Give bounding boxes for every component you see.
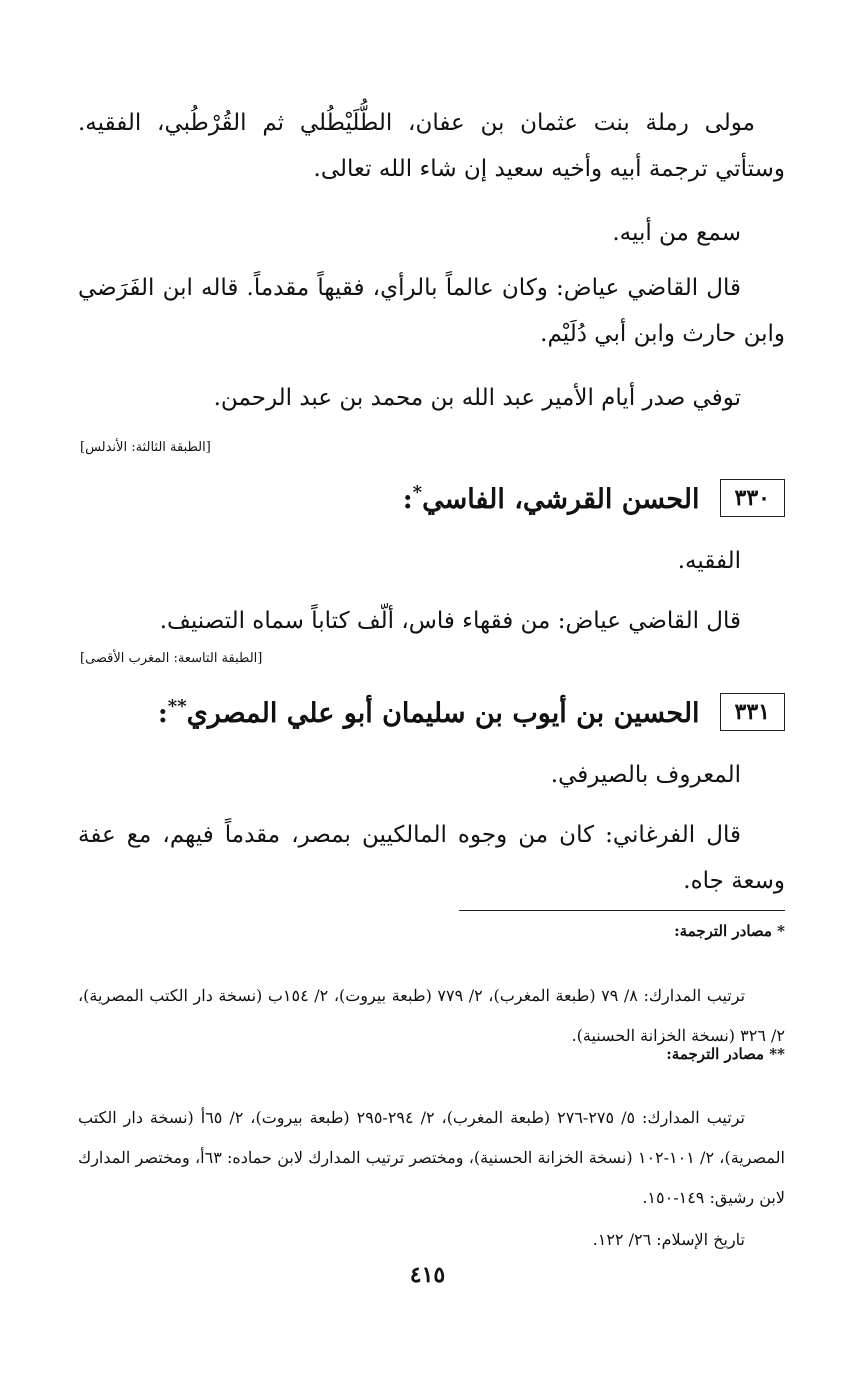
- entry-title: [403, 482, 700, 515]
- entry-number: ٣٣١: [720, 693, 785, 731]
- paragraph-sayrafi: المعروف بالصيرفي.: [550, 762, 741, 788]
- footnote-text: ترتيب المدارك: ٥/ ٢٧٥-٢٧٦ (طبعة المغرب)، ٢/ ٢٩٤-٢٩٥ (طبعة بيروت)، ٢/ ٦٥أ (نسخة دار الكتب المصرية)، ٢/ ١٠١-١٠٢ (نسخة الخزانة الحسنية)، ومختصر ترتيب المدارك لابن حماده: ٦٣أ، ومختصر المدارك لابن رشيق: ١٤٩-١٥٠.: [78, 1108, 786, 1207]
- paragraph-fes: قال القاضي عياض: من فقهاء فاس، ألّف كتاباً سماه التصنيف.: [159, 608, 741, 634]
- footnote-marker: *: [412, 481, 423, 503]
- entry-heading: [78, 474, 785, 522]
- entry-colon: :: [402, 483, 413, 515]
- category-label: [الطبقة التاسعة: المغرب الأقصى]: [80, 651, 263, 666]
- entry-title: [158, 696, 700, 729]
- entry-title-text: الحسن القرشي، الفاسي: [422, 483, 700, 515]
- footnote-text: تاريخ الإسلام: ٢٦/ ١٢٢.: [592, 1230, 745, 1249]
- entry-number: ٣٣٠: [720, 479, 785, 517]
- footnote-marker: **: [167, 695, 187, 717]
- paragraph-qadi-iyad: قال القاضي عياض: وكان عالماً بالرأي، فقيهاً مقدماً. قاله ابن الفَرَضي وابن حارث وابن أبي دُلَيْم.: [78, 275, 785, 347]
- footnote-text: ترتيب المدارك: ٨/ ٧٩ (طبعة المغرب)، ٢/ ٧٧٩ (طبعة بيروت)، ٢/ ١٥٤ب (نسخة دار الكتب المصرية)، ٢/ ٣٢٦ (نسخة الخزانة الحسنية).: [78, 986, 785, 1045]
- footnote-divider: [459, 910, 785, 911]
- paragraph-death: توفي صدر أيام الأمير عبد الله بن محمد بن عبد الرحمن.: [213, 385, 741, 411]
- footnote-heading: * مصادر الترجمة:: [674, 922, 785, 940]
- page-number: ٤١٥: [409, 1262, 446, 1288]
- paragraph-farghani: قال الفرغاني: كان من وجوه المالكيين بمصر، مقدماً فيهم، مع عفة وسعة جاه.: [78, 822, 785, 894]
- paragraph-heard: سمع من أبيه.: [612, 220, 741, 246]
- paragraph-intro: مولى رملة بنت عثمان بن عفان، الطُّلَيْطُلي ثم القُرْطُبي، الفقيه. وستأتي ترجمة أبيه وأخيه سعيد إن شاء الله تعالى.: [78, 110, 785, 182]
- category-label: [الطبقة الثالثة: الأندلس]: [80, 440, 211, 455]
- entry-colon: :: [157, 697, 168, 729]
- paragraph-faqih: الفقيه.: [677, 548, 741, 574]
- entry-heading: [78, 688, 785, 736]
- entry-title-text: الحسين بن أيوب بن سليمان أبو علي المصري: [186, 697, 700, 729]
- footnote-heading: ** مصادر الترجمة:: [666, 1045, 785, 1063]
